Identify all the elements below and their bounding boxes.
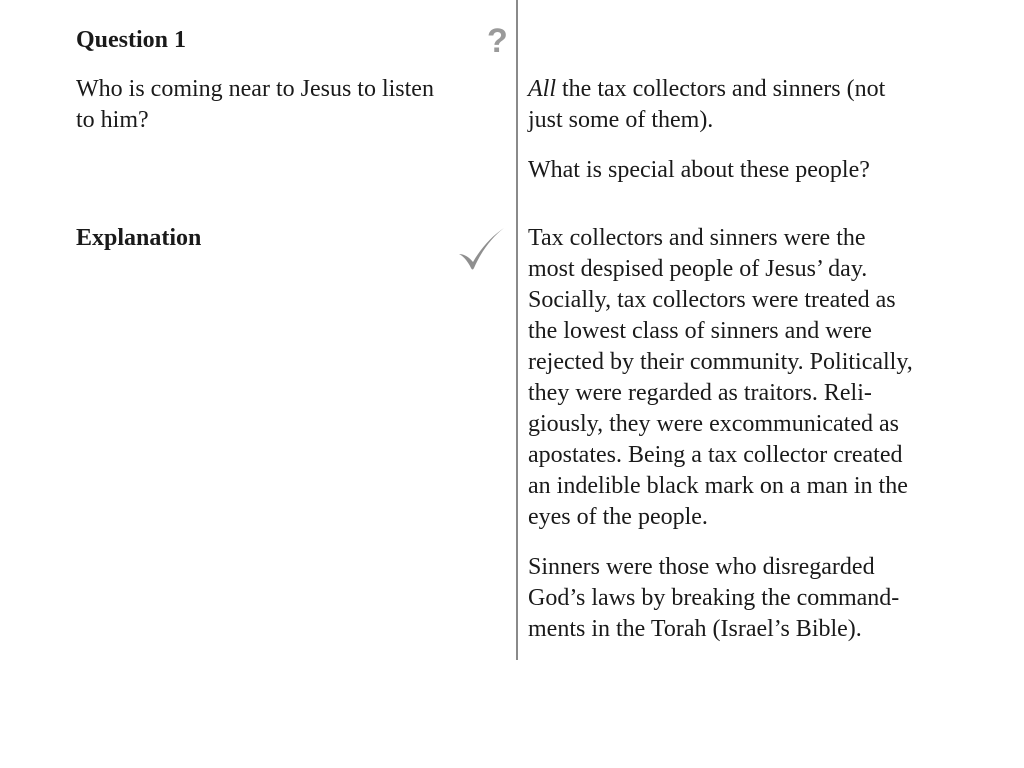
explanation-line: most despised people of Jesus’ day. [528, 256, 868, 282]
explanation-line: rejected by their community. Politically, [528, 349, 913, 375]
explanation-line: the lowest class of sinners and were [528, 318, 872, 344]
answer-text [528, 74, 968, 136]
explanation-line: God’s laws by breaking the command- [528, 585, 900, 611]
explanation-line: ments in the Torah (Israel’s Bible). [528, 616, 862, 642]
explanation-paragraph-1 [528, 223, 968, 533]
question-text [76, 74, 496, 136]
explanation-heading: Explanation [76, 225, 202, 251]
question-mark-icon: ? [487, 22, 508, 60]
explanation-line: eyes of the people. [528, 504, 708, 530]
answer-text-line [528, 74, 968, 105]
explanation-line: an indelible black mark on a man in the [528, 473, 908, 499]
question-text-line: Who is coming near to Jesus to listen [76, 76, 434, 102]
explanation-line: Tax collectors and sinners were the [528, 225, 866, 251]
explanation-line: apostates. Being a tax collector created [528, 442, 903, 468]
question-heading: Question 1 [76, 27, 187, 53]
explanation-line: giously, they were excommunicated as [528, 411, 899, 437]
explanation-paragraph-2 [528, 552, 968, 645]
answer-text-line: just some of them). [528, 107, 714, 133]
answer-followup: What is special about these people? [528, 157, 870, 183]
check-mark-icon [456, 226, 506, 274]
answer-emphasis: All [528, 76, 556, 102]
column-divider [516, 0, 518, 660]
explanation-line: they were regarded as traitors. Reli- [528, 380, 872, 406]
question-text-line: to him? [76, 107, 149, 133]
answer-line1-rest: the tax collectors and sinners (not [556, 76, 886, 102]
explanation-line: Sinners were those who disregarded [528, 554, 875, 580]
explanation-line: Socially, tax collectors were treated as [528, 287, 896, 313]
